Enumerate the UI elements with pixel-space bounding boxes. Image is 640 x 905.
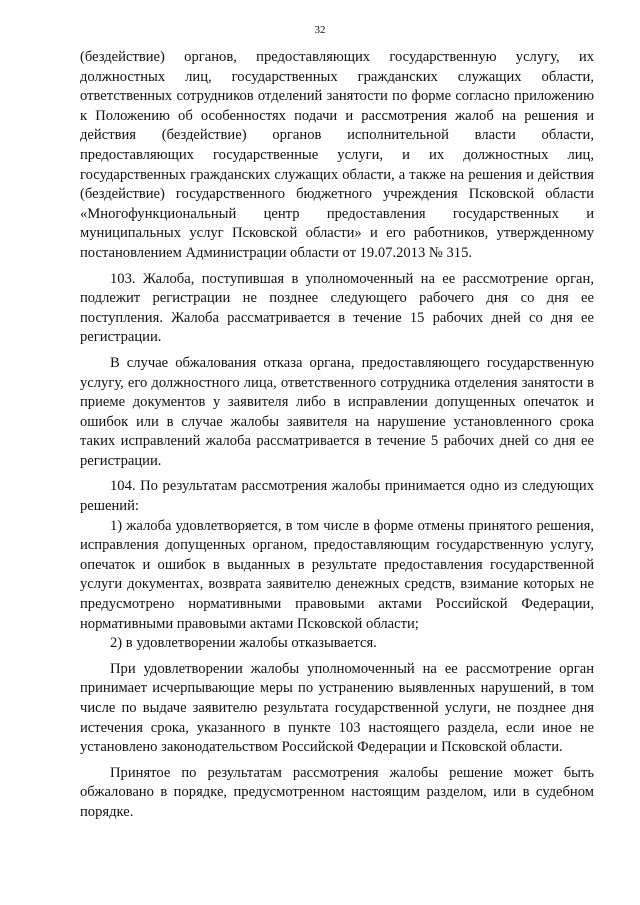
paragraph-appeal-procedure: Принятое по результатам рассмотрения жалобы решение может быть обжаловано в порядке, предусмотренном настоящим разделом, или в судебном порядке. [80, 764, 594, 820]
paragraph-satisfaction-measures: При удовлетворении жалобы уполномоченный на ее рассмотрение орган принимает исчерпывающие меры по устранению выявленных нарушений, в том числе по выдаче заявителю результата государственной услуги, не позднее дня истечения срока, указанного в пункте 103 настоящего раздела, если иное не установлено законодательством Российской Федерации и Псковской области. [80, 660, 594, 756]
paragraph-complaint-form: (бездействие) органов, предоставляющих государственную услугу, их должностных лиц, государственных гражданских служащих области, ответственных сотрудников отделений занятости по форме согласно приложению к Положению об особенностях подачи и рассмотрения жалоб на решения и действия (бездействие) органов исполнительной власти области, предоставляющих государственные услуги, и их должностных лиц, государственных гражданских служащих области, а также на решения и действия (бездействие) государственного бюджетного учреждения Псковской области «Многофункциональный центр предоставления государственных и муниципальных услуг Псковской области» и его работников, утвержденному постановлением Администрации области от 19.07.2013 № 315. [80, 49, 594, 261]
list-item-decision-1: 1) жалоба удовлетворяется, в том числе в форме отмены принятого решения, исправления допущенных органом, предоставляющим государственную услугу, опечаток и ошибок в выданных в результате предоставления государственной услуги документах, возврата заявителю денежных средств, взимание которых не предусмотрено нормативными правовыми актами Российской Федерации, нормативными правовыми актами Псковской области; [80, 517, 594, 632]
paragraph-104-decisions: 104. По результатам рассмотрения жалобы принимается одно из следующих решений: [80, 478, 594, 515]
page-number: 32 [314, 24, 326, 36]
paragraph-103-registration: 103. Жалоба, поступившая в уполномоченный на ее рассмотрение орган, подлежит регистрации не позднее следующего рабочего дня со дня ее поступления. Жалоба рассматривается в течение 15 рабочих дней со дня ее регистрации. [80, 270, 594, 346]
document-body [80, 48, 594, 829]
paragraph-refusal-appeal: В случае обжалования отказа органа, предоставляющего государственную услугу, его должностного лица, ответственного сотрудника отделения занятости в приеме документов у заявителя либо в исправлении допущенных опечаток и ошибок или в случае жалобы заявителя на нарушение установленного срока таких исправлений жалоба рассматривается в течение 5 рабочих дней со дня ее регистрации. [80, 354, 594, 469]
list-item-decision-2: 2) в удовлетворении жалобы отказывается. [110, 635, 377, 652]
